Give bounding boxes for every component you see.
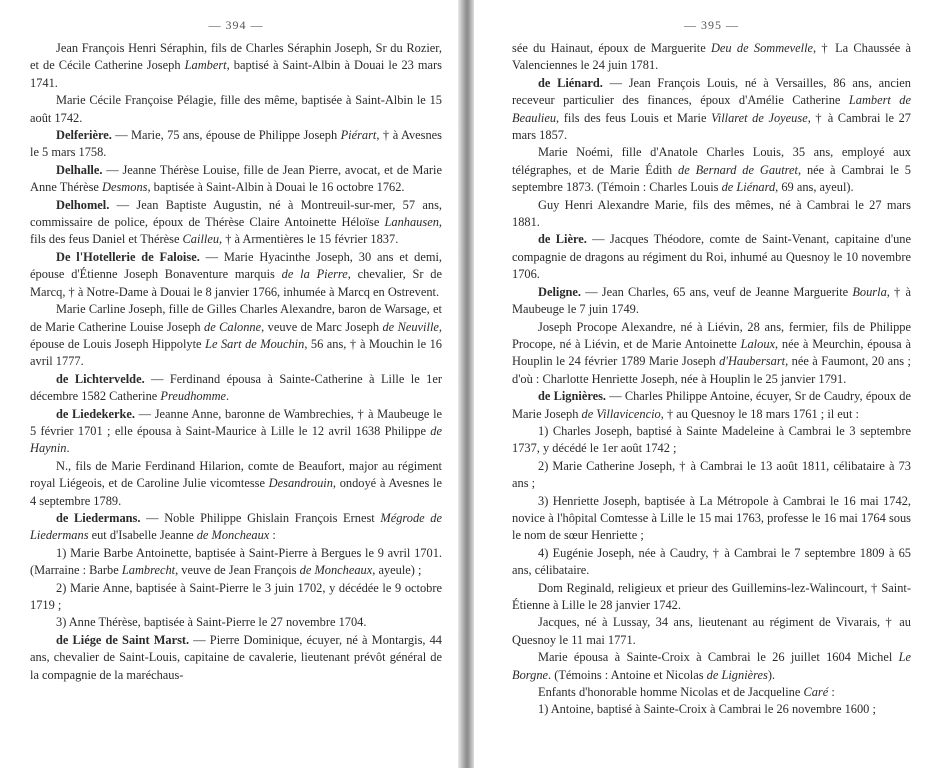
italic-name: Desmons [102, 180, 148, 195]
entry-text: , fils des feus Louis et Marie [556, 110, 712, 125]
entry-surname: de Liége de Saint Marst. [56, 632, 190, 647]
entry-paragraph [30, 197, 442, 249]
page-text [512, 40, 911, 719]
italic-name: Laloux [740, 336, 776, 351]
italic-name: Lanhausen [384, 215, 439, 230]
entry-text: — Jean Charles, 65 ans, veuf de Jeanne Marguerite [581, 284, 853, 299]
entry-text: , chevalier, Sr de Marcq, † à Notre-Dame à Douai le 8 janvier 1766, inhumée à Marcq en Ostrevent. [30, 267, 442, 299]
entry-text: — Charles Philippe Antoine, écuyer, Sr de Caudry, époux de Marie Joseph [512, 389, 911, 421]
italic-name: Bourla [852, 284, 887, 299]
entry-paragraph [512, 197, 911, 232]
entry-paragraph [512, 614, 911, 649]
entry-paragraph [512, 545, 911, 580]
italic-name: de Moncheaux [299, 563, 373, 578]
entry-text: , 56 ans, † à Mouchin le 16 avril 1777. [30, 336, 442, 369]
entry-text: Guy Henri Alexandre Marie, fils des mêmes, né à Cambrai le 27 mars 1881. [512, 197, 911, 230]
entry-text: 1) Antoine, baptisé à Sainte-Croix à Cambrai le 26 novembre 1600 ; [538, 702, 876, 717]
italic-name: de Liénard [721, 180, 776, 195]
entry-text: 4) Eugénie Joseph, née à Caudry, † à Cambrai le 7 septembre 1809 à 65 ans, célibataire. [512, 545, 911, 578]
entry-text: 1) Charles Joseph, baptisé à Sainte Madeleine à Cambrai le 3 septembre 1737, y décédé le 1er août 1742 ; [512, 423, 911, 456]
entry-text: : [828, 685, 835, 700]
left-page [0, 0, 458, 768]
entry-paragraph [30, 301, 442, 371]
entry-paragraph [30, 510, 442, 545]
entry-paragraph [30, 92, 442, 127]
page-number: — 395 — [684, 18, 739, 32]
italic-name: Lambert [184, 58, 227, 73]
entry-paragraph [30, 458, 442, 510]
entry-surname: Delhalle. [56, 162, 103, 177]
entry-text: — Jean Baptiste Augustin, né à Montreuil-sur-mer, 57 ans, commissaire de police, époux de Thérèse Claire Antoinette Héloïse [30, 197, 442, 230]
entry-paragraph [30, 371, 442, 406]
entry-surname: Deligne. [538, 284, 582, 299]
entry-text: N., fils de Marie Ferdinand Hilarion, comte de Beaufort, major au régiment royal Liégeois, et de Caroline Julie vicomtesse [30, 458, 442, 491]
entry-paragraph [30, 545, 442, 580]
entry-text: — Pierre Dominique, écuyer, né à Montargis, 44 ans, chevalier de Saint-Louis, capitaine de cavalerie, lieutenant prévôt général de la compagnie de la maréchaus- [30, 632, 442, 682]
entry-text: 2) Marie Anne, baptisée à Saint-Pierre le 3 juin 1702, y décédée le 9 octobre 1719 ; [30, 580, 442, 612]
italic-name: Lambert de Beaulieu [512, 93, 911, 125]
entry-text: eut d'Isabelle Jeanne [88, 528, 197, 543]
italic-name: Cailleu [182, 232, 220, 247]
entry-paragraph [30, 249, 442, 301]
italic-name: d'Haubersart [719, 354, 786, 369]
entry-paragraph [512, 580, 911, 615]
entry-text: : [269, 528, 276, 543]
entry-paragraph [30, 127, 442, 162]
entry-text: — Jeanne Anne, baronne de Wambrechies, † à Maubeuge le 5 février 1701 ; elle épousa à Saint-Maurice à Lille le 12 avril 1638 Philippe [30, 406, 443, 438]
entry-text: , née à Meurchin, épousa à Houplin le 24 février 1789 Marie Joseph [512, 336, 911, 369]
entry-paragraph [30, 632, 442, 684]
entry-text: Marie Noémi, fille d'Anatole Charles Louis, 35 ans, employé aux télégraphes, et de Marie Édith [512, 145, 911, 177]
entry-surname: de Lichtervelde. [56, 371, 145, 386]
entry-text: Dom Reginald, religieux et prieur des Guillemins-lez-Walincourt, † Saint-Étienne à Lille le 28 janvier 1742. [512, 580, 911, 612]
entry-paragraph [512, 458, 911, 493]
entry-text: , † à Armentières le 15 février 1837. [219, 232, 399, 247]
entry-surname: De l'Hotellerie de Faloise. [56, 249, 200, 264]
italic-name: de la Pierre [281, 267, 348, 282]
entry-text: Enfants d'honorable homme Nicolas et de Jacqueline [538, 685, 804, 700]
entry-text: , ayeule) ; [372, 563, 422, 578]
entry-paragraph [512, 649, 911, 684]
italic-name: Mégrode de Liedermans [30, 510, 442, 543]
entry-paragraph [512, 319, 911, 389]
entry-paragraph [30, 614, 442, 631]
entry-surname: de Lière. [538, 232, 587, 247]
entry-text: , fils des feus Daniel et Thérèse [30, 215, 442, 247]
entry-surname: de Lignières. [538, 389, 607, 404]
italic-name: Desandrouin [268, 476, 333, 491]
italic-name: de Lignières [706, 667, 768, 682]
entry-text: . (Témoins : Antoine et Nicolas [548, 667, 707, 682]
entry-text: 3) Anne Thérèse, baptisée à Saint-Pierre le 27 novembre 1704. [56, 615, 367, 630]
italic-name: de Bernard de Gautret [678, 162, 798, 177]
entry-text: Marie Carline Joseph, fille de Gilles Charles Alexandre, baron de Warsage, et de Marie Catherine Louise Joseph [30, 302, 442, 334]
italic-name: Caré [803, 685, 829, 700]
entry-text: 1) Marie Barbe Antoinette, baptisée à Saint-Pierre à Bergues le 9 avril 1701. (Marraine : Barbe [30, 545, 442, 578]
entry-paragraph [512, 40, 911, 75]
entry-text: — Jeanne Thérèse Louise, fille de Jean Pierre, avocat, et de Marie Anne Thérèse [30, 162, 442, 195]
entry-text: — Noble Philippe Ghislain François Ernest [140, 510, 381, 525]
page-text [30, 40, 442, 684]
entry-text: , ondoyé à Avesnes le 4 septembre 1789. [30, 476, 442, 508]
entry-text: Joseph Procope Alexandre, né à Liévin, 28 ans, fermier, fils de Philippe Procope, né à Liévin, et de Marie Antoinette [512, 319, 911, 351]
entry-paragraph [512, 701, 911, 718]
entry-text: , † à Maubeuge le 7 juin 1749. [512, 284, 911, 317]
entry-text: , baptisée à Saint-Albin à Douai le 16 octobre 1762. [147, 180, 405, 195]
entry-text: — Marie, 75 ans, épouse de Philippe Joseph [111, 128, 341, 143]
entry-paragraph [30, 40, 442, 92]
entry-text: . [66, 441, 70, 456]
entry-text: 3) Henriette Joseph, baptisée à La Métropole à Cambrai le 16 mai 1742, novice à l'hôpital Comtesse à Lille le 15 mai 1763, professe le 16 mai 1764 sous le nom de sœur Henriette ; [512, 493, 911, 543]
entry-text: , baptisé à Saint-Albin à Douai le 23 mars 1741. [30, 58, 442, 90]
entry-surname: Delhomel. [56, 197, 110, 212]
entry-text: Marie Cécile Françoise Pélagie, fille des même, baptisée à Saint-Albin le 15 août 1742. [30, 93, 442, 125]
italic-name: Villaret de Joyeuse [711, 110, 808, 125]
entry-text: sée du Hainaut, époux de Marguerite [512, 41, 711, 55]
entry-paragraph [512, 388, 911, 423]
italic-name: Le Borgne [512, 650, 911, 682]
italic-name: de Calonne [204, 319, 262, 334]
entry-text: — Ferdinand épousa à Sainte-Catherine à Lille le 1er décembre 1582 Catherine [30, 371, 442, 404]
page-number: — 394 — [208, 18, 264, 32]
entry-paragraph [512, 423, 911, 458]
entry-text: Jean François Henri Séraphin, fils de Charles Séraphin Joseph, Sr du Rozier, et de Cécile Catherine Joseph [30, 41, 442, 73]
entry-text: , veuve de Marc Joseph [261, 319, 383, 334]
entry-text: , 69 ans, ayeul). [775, 180, 854, 195]
entry-text: , née à Cambrai le 5 septembre 1873. (Témoin : Charles Louis [512, 162, 911, 195]
entry-paragraph [30, 406, 442, 458]
italic-name: de Neuville [382, 319, 439, 334]
entry-text: , † à Cambrai le 27 mars 1857. [512, 110, 912, 143]
italic-name: Le Sart de Mouchin [205, 336, 305, 351]
italic-name: Deu de Sommevelle [710, 41, 814, 55]
entry-text: 2) Marie Catherine Joseph, † à Cambrai le 13 août 1811, célibataire à 73 ans ; [512, 458, 911, 491]
entry-paragraph [512, 231, 911, 283]
entry-surname: de Liénard. [538, 75, 603, 90]
entry-paragraph [30, 580, 442, 615]
entry-paragraph [512, 684, 911, 701]
italic-name: de Villavicencio [581, 406, 661, 421]
entry-text: , épouse de Louis Joseph Hippolyte [30, 319, 442, 351]
entry-text: ). [767, 667, 776, 682]
entry-text: — Marie Hyacinthe Joseph, 30 ans et demi, épouse d'Étienne Joseph Bonaventure marquis [30, 249, 442, 282]
entry-text: Marie épousa à Sainte-Croix à Cambrai le 26 juillet 1604 Michel [538, 650, 899, 665]
italic-name: Preudhomme [160, 389, 227, 404]
entry-text: — Jacques Théodore, comte de Saint-Venant, capitaine d'une compagnie de dragons au régiment du Roi, inhumé au Quesnoy le 10 novembre 1706. [512, 232, 911, 282]
italic-name: de Moncheaux [196, 528, 270, 543]
entry-text: , veuve de Jean François [175, 563, 300, 578]
entry-paragraph [512, 144, 911, 196]
italic-name: Piérart [340, 128, 377, 143]
entry-surname: Delferière. [56, 128, 112, 143]
entry-paragraph [512, 75, 911, 145]
entry-surname: de Liedekerke. [56, 406, 136, 421]
entry-paragraph [512, 284, 911, 319]
right-page [474, 0, 933, 768]
book-gutter [458, 0, 474, 768]
entry-text: Jacques, né à Lussay, 34 ans, lieutenant au régiment de Vivarais, † au Quesnoy le 11 mai 1771. [512, 615, 911, 647]
italic-name: de Haynin [30, 423, 442, 456]
entry-text: , † La Chaussée à Valenciennes le 24 juin 1781. [512, 41, 911, 73]
entry-paragraph [30, 162, 442, 197]
entry-paragraph [512, 493, 911, 545]
italic-name: Lambrecht [121, 563, 176, 578]
entry-surname: de Liedermans. [56, 510, 141, 525]
entry-text: , † à Avesnes le 5 mars 1758. [30, 128, 443, 160]
entry-text: , † au Quesnoy le 18 mars 1761 ; il eut : [660, 406, 859, 421]
entry-text: — Jean François Louis, né à Versailles, 86 ans, ancien receveur particulier des finances, époux d'Amélie Catherine [512, 75, 911, 108]
entry-text: , née à Faumont, 20 ans ; d'où : Charlotte Henriette Joseph, née à Houplin le 25 janvier 1791. [512, 354, 911, 386]
entry-text: . [226, 389, 230, 404]
